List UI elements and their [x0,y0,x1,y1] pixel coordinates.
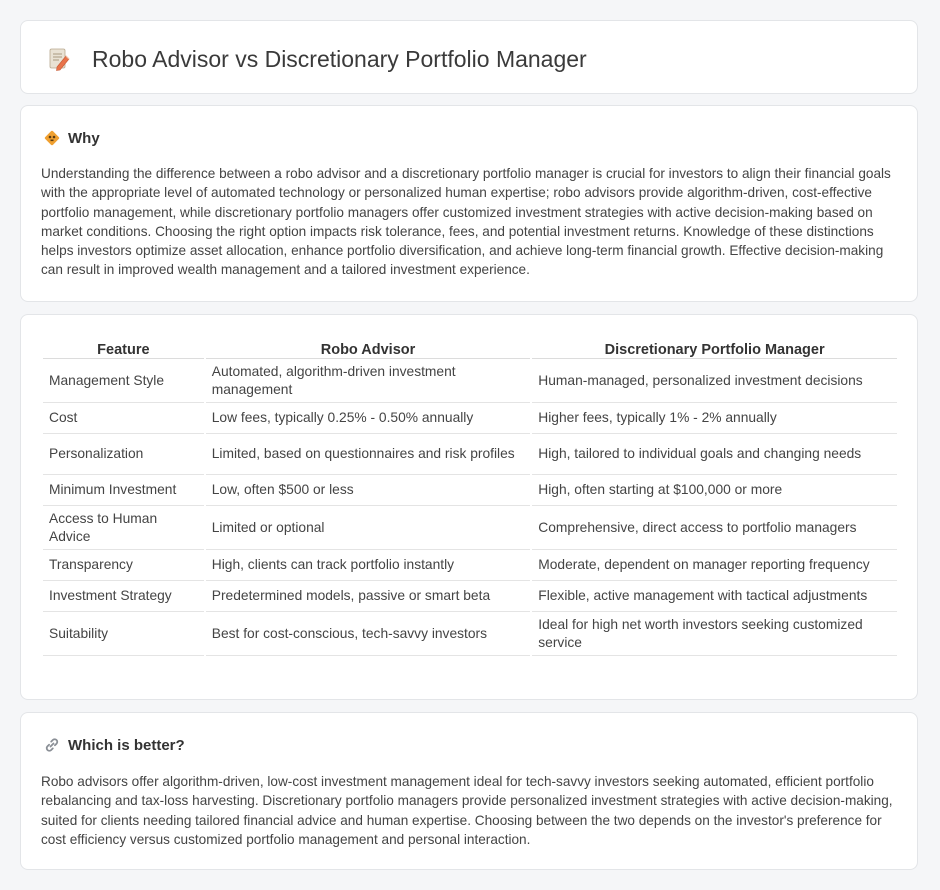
title-card [20,20,918,94]
robo-cell: Limited or optional [206,506,531,550]
table-row [43,612,897,656]
which-text: Robo advisors offer algorithm-driven, low-cost investment management ideal for tech-savvy investors seeking automated, efficient portfolio rebalancing and tax-loss harvesting. Discretionary portfolio managers provide personalized investment strategies with active decision-making, suited for clients needing tailored financial advice and human expertise. Choosing between the two depends on the investor's preference for cost efficiency versus customized portfolio management and personal interaction. [41,774,893,847]
manager-cell: Moderate, dependent on manager reporting frequency [532,550,897,581]
comparison-section [20,314,918,700]
table-row [43,550,897,581]
table-header-row [43,335,897,359]
why-text: Understanding the difference between a robo advisor and a discretionary portfolio manager is crucial for investors to align their financial goals with the appropriate level of automated technology or personalized human expertise; robo advisors provide algorithm-driven, cost-effective portfolio management, while discretionary portfolio managers offer customized investment strategies with active decision-making based on market conditions. Choosing the right option impacts risk tolerance, fees, and potential investment returns. Knowledge of these distinctions helps investors optimize asset allocation, enhance portfolio diversification, and achieve long-term financial growth. Effective decision-making can result in improved wealth management and a tailored investment experience. [41,166,891,278]
manager-cell: Comprehensive, direct access to portfolio managers [532,506,897,550]
column-header: Robo Advisor [206,335,531,359]
robo-cell: Predetermined models, passive or smart beta [206,581,531,612]
manager-cell: Flexible, active management with tactical adjustments [532,581,897,612]
column-header: Feature [43,335,204,359]
feature-cell: Suitability [43,612,204,656]
table-row [43,475,897,506]
robo-cell: Automated, algorithm-driven investment management [206,359,531,403]
which-heading-row [43,735,185,755]
manager-cell: Ideal for high net worth investors seeking customized service [532,612,897,656]
feature-cell: Management Style [43,359,204,403]
manager-cell: Higher fees, typically 1% - 2% annually [532,403,897,434]
table-row [43,359,897,403]
robo-cell: High, clients can track portfolio instantly [206,550,531,581]
column-header: Discretionary Portfolio Manager [532,335,897,359]
comparison-table [41,335,899,656]
document-pencil-icon [47,47,71,71]
robo-cell: Low, often $500 or less [206,475,531,506]
feature-cell: Minimum Investment [43,475,204,506]
link-icon [43,736,61,754]
manager-cell: High, often starting at $100,000 or more [532,475,897,506]
table-row [43,506,897,550]
why-section [20,105,918,302]
why-heading-row [43,128,100,148]
diamond-sign-icon [43,129,61,147]
page-title: Robo Advisor vs Discretionary Portfolio Manager [92,46,587,72]
table-row [43,434,897,475]
robo-cell: Low fees, typically 0.25% - 0.50% annually [206,403,531,434]
feature-cell: Personalization [43,434,204,475]
why-heading: Why [68,129,100,147]
manager-cell: Human-managed, personalized investment decisions [532,359,897,403]
table-row [43,581,897,612]
table-row [43,403,897,434]
feature-cell: Transparency [43,550,204,581]
feature-cell: Access to Human Advice [43,506,204,550]
which-section [20,712,918,870]
feature-cell: Investment Strategy [43,581,204,612]
which-heading: Which is better? [68,736,185,754]
manager-cell: High, tailored to individual goals and changing needs [532,434,897,475]
robo-cell: Best for cost-conscious, tech-savvy investors [206,612,531,656]
feature-cell: Cost [43,403,204,434]
robo-cell: Limited, based on questionnaires and risk profiles [206,434,531,475]
